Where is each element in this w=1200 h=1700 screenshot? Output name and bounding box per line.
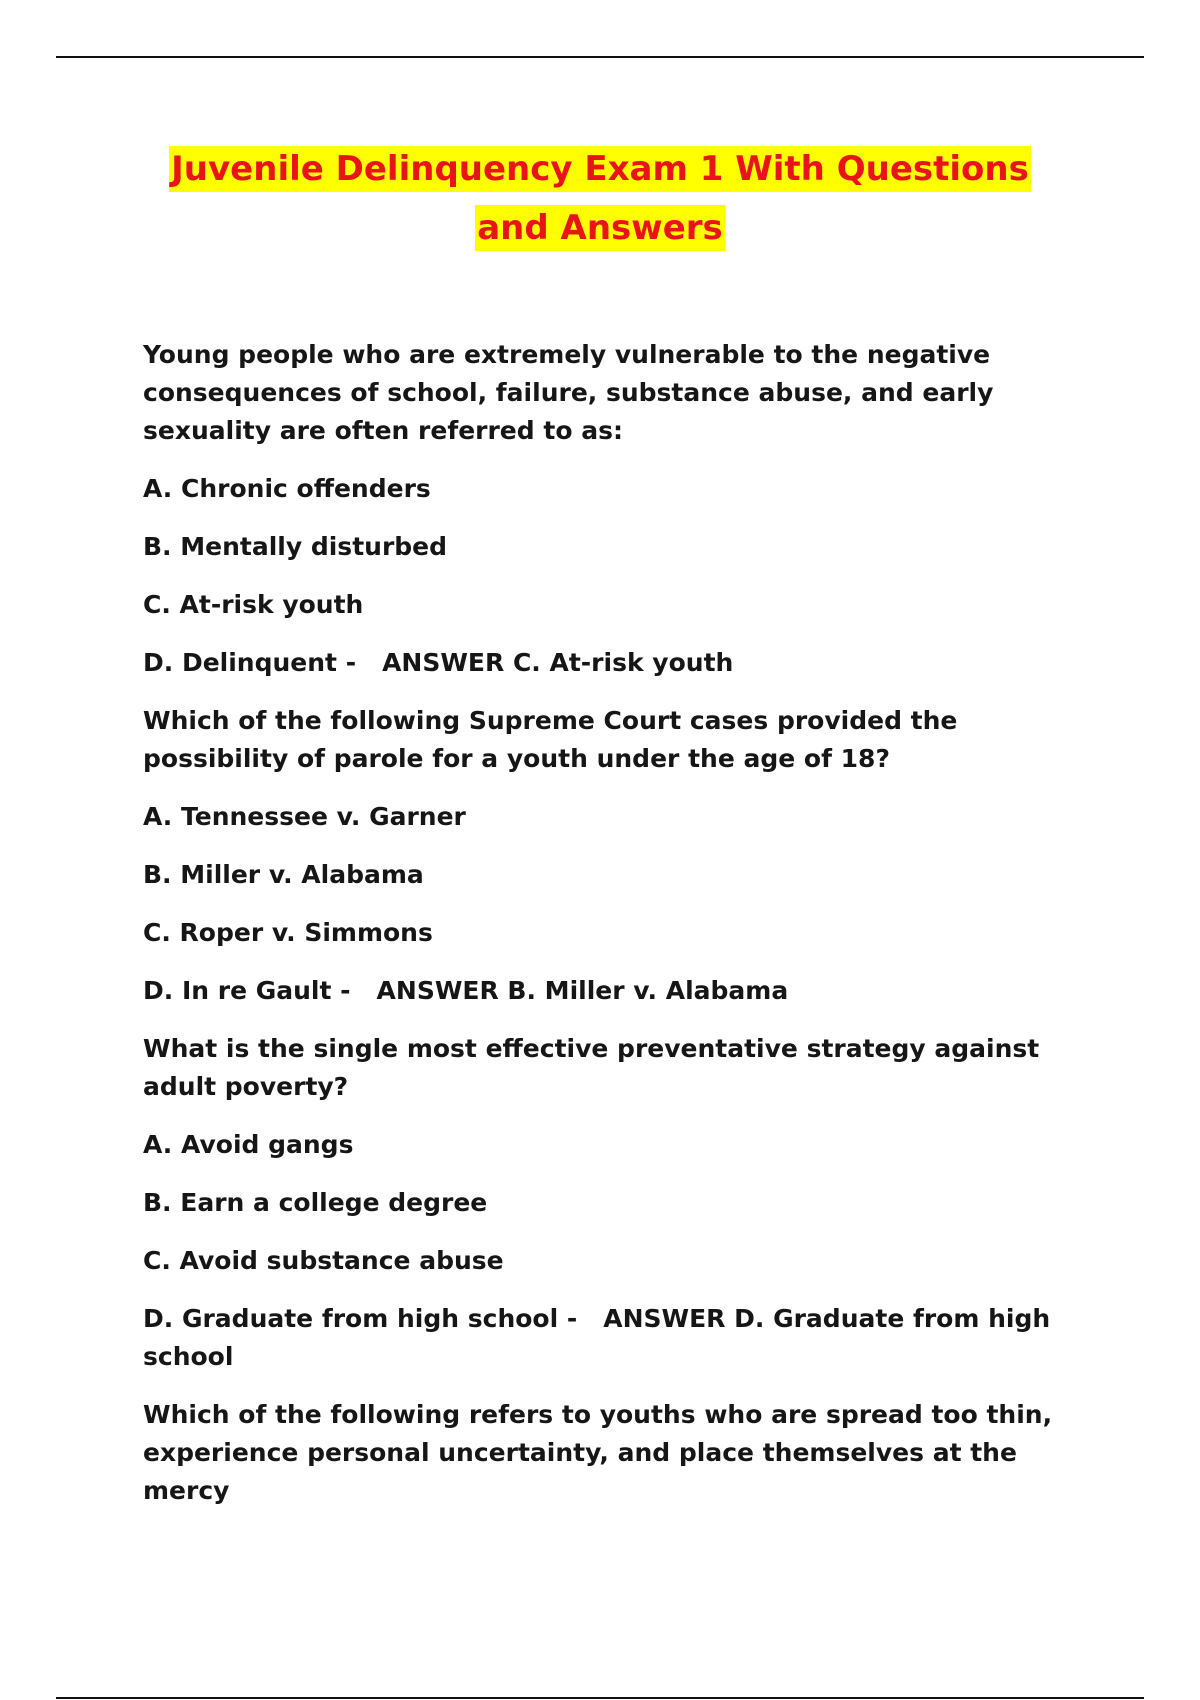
question-4-prompt: Which of the following refers to youths who are spread too thin, experience personal uncertainty, and place themselves at the mercy [143, 1400, 1053, 1505]
question-1-option-b: B. Mentally disturbed [143, 532, 448, 561]
question-3-option-b: B. Earn a college degree [143, 1188, 488, 1217]
question-2-option-d-with-answer [143, 972, 1093, 1010]
question-3-option-c: C. Avoid substance abuse [143, 1246, 504, 1275]
question-2-option-d: D. In re Gault - [143, 976, 351, 1005]
question-1-option-a: A. Chronic offenders [143, 474, 431, 503]
question-2-option-a: A. Tennessee v. Garner [143, 802, 466, 831]
question-3-option-a: A. Avoid gangs [143, 1130, 354, 1159]
question-2-option-c: C. Roper v. Simmons [143, 918, 433, 947]
title-line-2: and Answers [475, 205, 725, 251]
question-1-option-d-with-answer [143, 644, 1093, 682]
question-3-prompt: What is the single most effective preventative strategy against adult poverty? [143, 1034, 1040, 1101]
question-3-answer: ANSWER D. Graduate from high school [143, 1304, 1051, 1371]
document-body [143, 336, 1093, 1530]
title-line-1: Juvenile Delinquency Exam 1 With Questions [169, 146, 1031, 192]
question-1-answer: ANSWER C. At-risk youth [382, 648, 734, 677]
document-title [120, 140, 1080, 258]
question-3-option-d: D. Graduate from high school - [143, 1304, 578, 1333]
question-1-prompt: Young people who are extremely vulnerable to the negative consequences of school, failure, substance abuse, and early sexuality are often referred to as: [143, 340, 994, 445]
question-1-option-d: D. Delinquent - [143, 648, 357, 677]
question-1-option-c: C. At-risk youth [143, 590, 364, 619]
bottom-rule [56, 1697, 1144, 1699]
question-2-prompt: Which of the following Supreme Court cases provided the possibility of parole for a youth under the age of 18? [143, 706, 958, 773]
question-2-answer: ANSWER B. Miller v. Alabama [376, 976, 789, 1005]
question-3-option-d-with-answer [143, 1300, 1093, 1376]
top-rule [56, 56, 1144, 58]
question-2-option-b: B. Miller v. Alabama [143, 860, 424, 889]
